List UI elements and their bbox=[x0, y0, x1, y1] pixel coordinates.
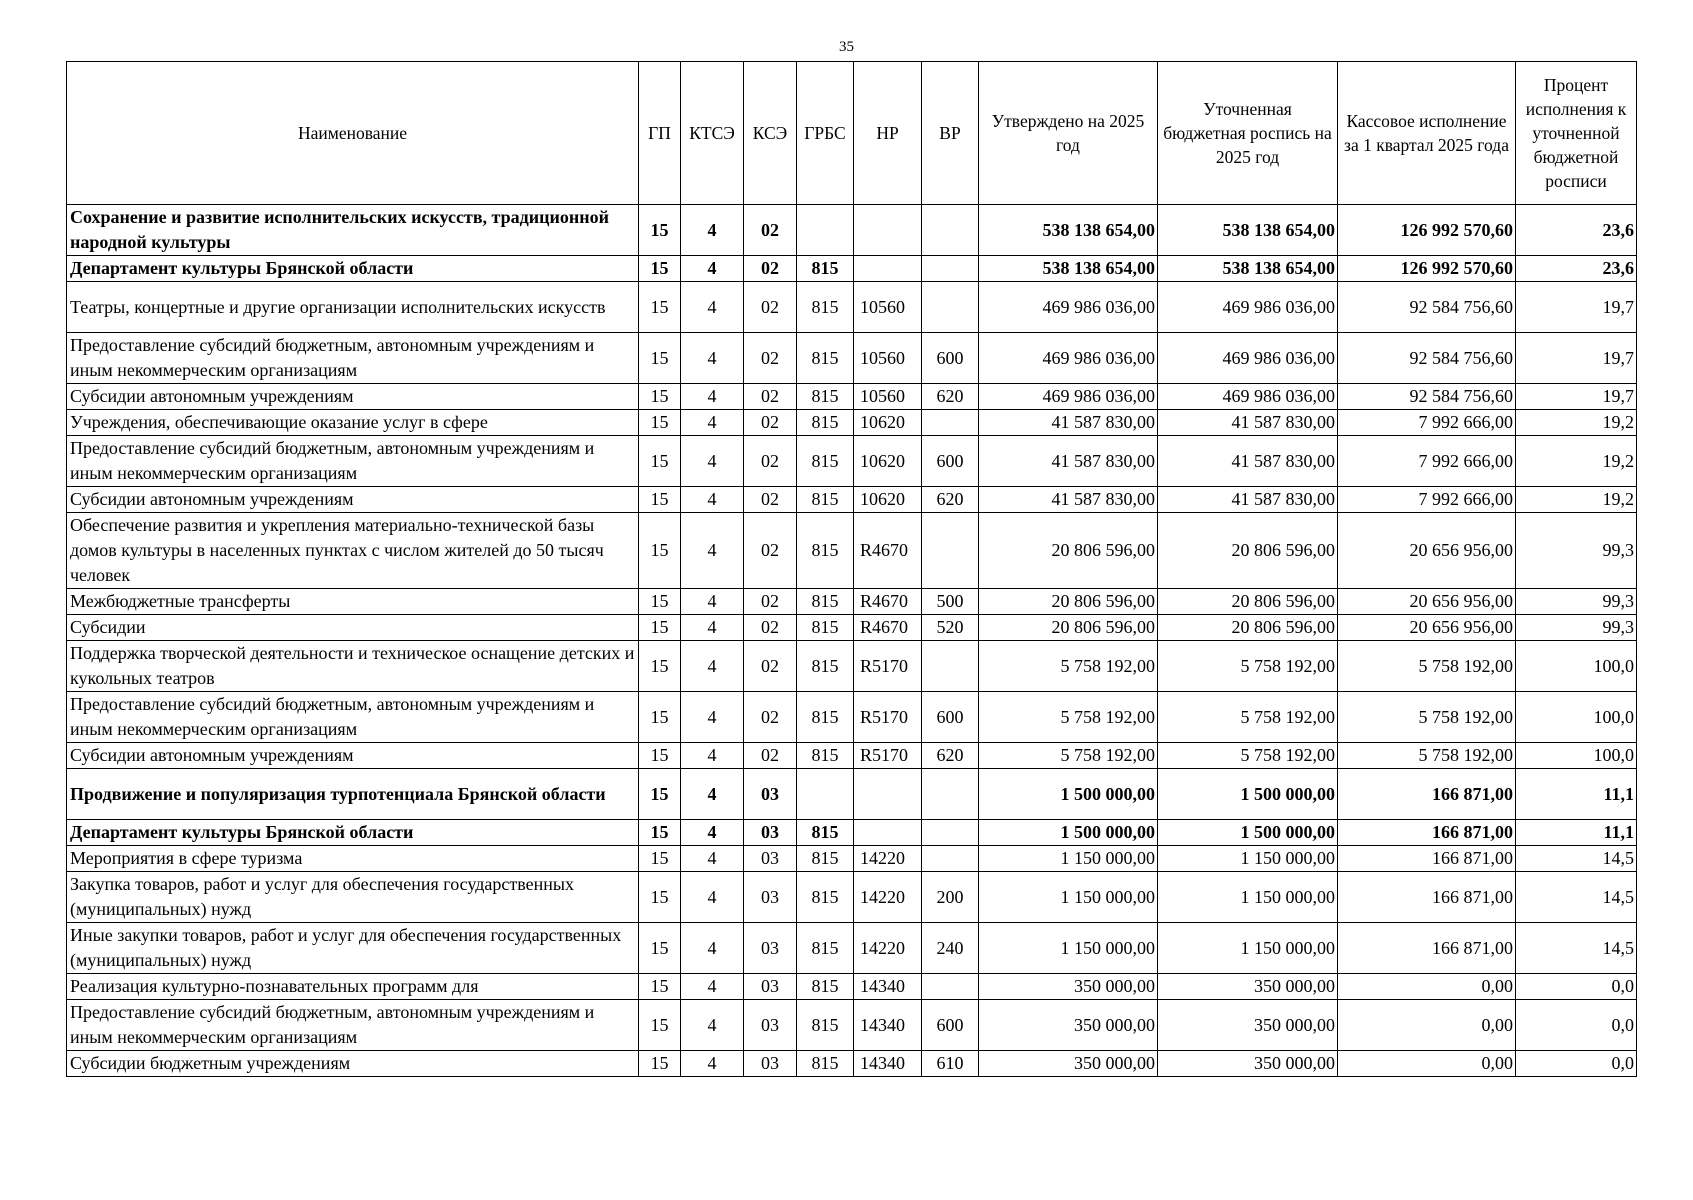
cell-kse: 02 bbox=[744, 256, 797, 282]
cell-np bbox=[854, 769, 922, 820]
cell-vr bbox=[922, 641, 979, 692]
cell-gp: 15 bbox=[639, 436, 681, 487]
cell-np bbox=[854, 205, 922, 256]
cell-refined: 1 150 000,00 bbox=[1158, 872, 1338, 923]
cell-percent: 99,3 bbox=[1516, 615, 1637, 641]
cell-percent: 100,0 bbox=[1516, 641, 1637, 692]
cell-ktse: 4 bbox=[681, 641, 744, 692]
cell-refined: 20 806 596,00 bbox=[1158, 615, 1338, 641]
cell-approved: 1 150 000,00 bbox=[979, 872, 1158, 923]
cell-percent: 14,5 bbox=[1516, 923, 1637, 974]
cell-name: Субсидии автономным учреждениям bbox=[67, 743, 639, 769]
cell-cash: 5 758 192,00 bbox=[1338, 692, 1516, 743]
cell-percent: 99,3 bbox=[1516, 589, 1637, 615]
cell-grbs: 815 bbox=[797, 436, 854, 487]
cell-grbs: 815 bbox=[797, 974, 854, 1000]
header-percent: Процент исполнения к уточненной бюджетной росписи bbox=[1516, 62, 1637, 205]
cell-vr: 600 bbox=[922, 436, 979, 487]
cell-refined: 41 587 830,00 bbox=[1158, 410, 1338, 436]
cell-percent: 0,0 bbox=[1516, 974, 1637, 1000]
cell-refined: 538 138 654,00 bbox=[1158, 205, 1338, 256]
cell-cash: 7 992 666,00 bbox=[1338, 410, 1516, 436]
cell-np: 14340 bbox=[854, 1051, 922, 1077]
cell-np: 10620 bbox=[854, 487, 922, 513]
cell-refined: 41 587 830,00 bbox=[1158, 487, 1338, 513]
cell-ktse: 4 bbox=[681, 769, 744, 820]
header-approved: Утверждено на 2025 год bbox=[979, 62, 1158, 205]
cell-refined: 1 500 000,00 bbox=[1158, 769, 1338, 820]
header-row bbox=[67, 62, 1637, 205]
cell-ktse: 4 bbox=[681, 1051, 744, 1077]
cell-grbs: 815 bbox=[797, 1051, 854, 1077]
cell-approved: 5 758 192,00 bbox=[979, 692, 1158, 743]
header-vr: ВР bbox=[922, 62, 979, 205]
cell-cash: 92 584 756,60 bbox=[1338, 282, 1516, 333]
cell-np: R5170 bbox=[854, 692, 922, 743]
cell-kse: 03 bbox=[744, 974, 797, 1000]
cell-kse: 02 bbox=[744, 333, 797, 384]
cell-gp: 15 bbox=[639, 1000, 681, 1051]
cell-percent: 100,0 bbox=[1516, 743, 1637, 769]
table-row bbox=[67, 846, 1637, 872]
cell-approved: 20 806 596,00 bbox=[979, 513, 1158, 589]
cell-approved: 20 806 596,00 bbox=[979, 589, 1158, 615]
cell-name: Предоставление субсидий бюджетным, автономным учреждениям и иным некоммерческим организациям bbox=[67, 1000, 639, 1051]
cell-approved: 20 806 596,00 bbox=[979, 615, 1158, 641]
cell-gp: 15 bbox=[639, 872, 681, 923]
cell-cash: 7 992 666,00 bbox=[1338, 487, 1516, 513]
cell-kse: 02 bbox=[744, 410, 797, 436]
cell-percent: 0,0 bbox=[1516, 1051, 1637, 1077]
header-grbs: ГРБС bbox=[797, 62, 854, 205]
cell-vr bbox=[922, 769, 979, 820]
table-row bbox=[67, 769, 1637, 820]
cell-grbs: 815 bbox=[797, 333, 854, 384]
cell-cash: 20 656 956,00 bbox=[1338, 589, 1516, 615]
cell-gp: 15 bbox=[639, 743, 681, 769]
cell-gp: 15 bbox=[639, 615, 681, 641]
cell-percent: 19,7 bbox=[1516, 282, 1637, 333]
cell-approved: 469 986 036,00 bbox=[979, 282, 1158, 333]
cell-np: R4670 bbox=[854, 589, 922, 615]
cell-kse: 03 bbox=[744, 820, 797, 846]
cell-gp: 15 bbox=[639, 692, 681, 743]
cell-percent: 99,3 bbox=[1516, 513, 1637, 589]
cell-gp: 15 bbox=[639, 384, 681, 410]
cell-percent: 14,5 bbox=[1516, 872, 1637, 923]
cell-percent: 0,0 bbox=[1516, 1000, 1637, 1051]
table-row bbox=[67, 589, 1637, 615]
cell-np: R5170 bbox=[854, 743, 922, 769]
table-row bbox=[67, 436, 1637, 487]
cell-kse: 02 bbox=[744, 487, 797, 513]
cell-vr bbox=[922, 820, 979, 846]
cell-ktse: 4 bbox=[681, 872, 744, 923]
cell-name: Субсидии bbox=[67, 615, 639, 641]
cell-name: Субсидии автономным учреждениям bbox=[67, 384, 639, 410]
cell-cash: 166 871,00 bbox=[1338, 872, 1516, 923]
cell-cash: 0,00 bbox=[1338, 974, 1516, 1000]
cell-ktse: 4 bbox=[681, 513, 744, 589]
cell-approved: 1 150 000,00 bbox=[979, 923, 1158, 974]
cell-vr: 600 bbox=[922, 333, 979, 384]
cell-ktse: 4 bbox=[681, 923, 744, 974]
cell-refined: 5 758 192,00 bbox=[1158, 641, 1338, 692]
cell-name: Реализация культурно-познавательных программ для bbox=[67, 974, 639, 1000]
table-row bbox=[67, 692, 1637, 743]
cell-cash: 92 584 756,60 bbox=[1338, 384, 1516, 410]
cell-percent: 11,1 bbox=[1516, 820, 1637, 846]
header-name: Наименование bbox=[67, 62, 639, 205]
cell-refined: 41 587 830,00 bbox=[1158, 436, 1338, 487]
cell-refined: 469 986 036,00 bbox=[1158, 384, 1338, 410]
cell-grbs bbox=[797, 205, 854, 256]
table-row bbox=[67, 1051, 1637, 1077]
cell-kse: 02 bbox=[744, 743, 797, 769]
cell-gp: 15 bbox=[639, 846, 681, 872]
cell-vr: 520 bbox=[922, 615, 979, 641]
cell-grbs: 815 bbox=[797, 589, 854, 615]
cell-vr: 620 bbox=[922, 384, 979, 410]
table-header bbox=[67, 62, 1637, 205]
cell-grbs: 815 bbox=[797, 487, 854, 513]
cell-ktse: 4 bbox=[681, 205, 744, 256]
cell-approved: 5 758 192,00 bbox=[979, 743, 1158, 769]
cell-gp: 15 bbox=[639, 487, 681, 513]
cell-grbs bbox=[797, 769, 854, 820]
cell-refined: 5 758 192,00 bbox=[1158, 743, 1338, 769]
cell-refined: 538 138 654,00 bbox=[1158, 256, 1338, 282]
cell-cash: 20 656 956,00 bbox=[1338, 615, 1516, 641]
table-row bbox=[67, 743, 1637, 769]
table-row bbox=[67, 384, 1637, 410]
header-kse: КСЭ bbox=[744, 62, 797, 205]
cell-name: Предоставление субсидий бюджетным, автономным учреждениям и иным некоммерческим организациям bbox=[67, 333, 639, 384]
header-ktse: КТСЭ bbox=[681, 62, 744, 205]
cell-np: 14340 bbox=[854, 1000, 922, 1051]
cell-name: Иные закупки товаров, работ и услуг для обеспечения государственных (муниципальных) нужд bbox=[67, 923, 639, 974]
cell-ktse: 4 bbox=[681, 743, 744, 769]
cell-grbs: 815 bbox=[797, 743, 854, 769]
page-number: 35 bbox=[839, 39, 854, 55]
cell-gp: 15 bbox=[639, 205, 681, 256]
cell-kse: 02 bbox=[744, 282, 797, 333]
cell-approved: 538 138 654,00 bbox=[979, 256, 1158, 282]
table-row bbox=[67, 282, 1637, 333]
header-refined: Уточненная бюджетная роспись на 2025 год bbox=[1158, 62, 1338, 205]
table-row bbox=[67, 487, 1637, 513]
cell-vr: 600 bbox=[922, 692, 979, 743]
cell-vr: 610 bbox=[922, 1051, 979, 1077]
table-row bbox=[67, 974, 1637, 1000]
cell-grbs: 815 bbox=[797, 513, 854, 589]
cell-vr: 600 bbox=[922, 1000, 979, 1051]
cell-cash: 92 584 756,60 bbox=[1338, 333, 1516, 384]
header-cash: Кассовое исполнение за 1 квартал 2025 года bbox=[1338, 62, 1516, 205]
cell-ktse: 4 bbox=[681, 282, 744, 333]
cell-cash: 5 758 192,00 bbox=[1338, 641, 1516, 692]
cell-percent: 11,1 bbox=[1516, 769, 1637, 820]
cell-np: 14220 bbox=[854, 872, 922, 923]
cell-gp: 15 bbox=[639, 769, 681, 820]
cell-grbs: 815 bbox=[797, 872, 854, 923]
cell-gp: 15 bbox=[639, 256, 681, 282]
cell-refined: 5 758 192,00 bbox=[1158, 692, 1338, 743]
cell-refined: 1 150 000,00 bbox=[1158, 846, 1338, 872]
cell-kse: 03 bbox=[744, 1000, 797, 1051]
table-row bbox=[67, 333, 1637, 384]
cell-vr: 200 bbox=[922, 872, 979, 923]
cell-np bbox=[854, 256, 922, 282]
cell-refined: 350 000,00 bbox=[1158, 1000, 1338, 1051]
cell-np: R4670 bbox=[854, 615, 922, 641]
cell-approved: 469 986 036,00 bbox=[979, 333, 1158, 384]
cell-gp: 15 bbox=[639, 333, 681, 384]
cell-approved: 41 587 830,00 bbox=[979, 436, 1158, 487]
header-gp: ГП bbox=[639, 62, 681, 205]
cell-np: 14220 bbox=[854, 846, 922, 872]
cell-grbs: 815 bbox=[797, 923, 854, 974]
cell-percent: 19,2 bbox=[1516, 410, 1637, 436]
cell-vr bbox=[922, 282, 979, 333]
cell-kse: 02 bbox=[744, 513, 797, 589]
cell-name: Межбюджетные трансферты bbox=[67, 589, 639, 615]
cell-approved: 41 587 830,00 bbox=[979, 487, 1158, 513]
cell-percent: 19,7 bbox=[1516, 333, 1637, 384]
cell-percent: 23,6 bbox=[1516, 256, 1637, 282]
cell-vr: 500 bbox=[922, 589, 979, 615]
cell-kse: 02 bbox=[744, 205, 797, 256]
cell-approved: 5 758 192,00 bbox=[979, 641, 1158, 692]
cell-name: Предоставление субсидий бюджетным, автономным учреждениям и иным некоммерческим организациям bbox=[67, 436, 639, 487]
cell-gp: 15 bbox=[639, 589, 681, 615]
cell-name: Закупка товаров, работ и услуг для обеспечения государственных (муниципальных) нужд bbox=[67, 872, 639, 923]
cell-percent: 19,2 bbox=[1516, 487, 1637, 513]
cell-kse: 03 bbox=[744, 769, 797, 820]
cell-kse: 02 bbox=[744, 436, 797, 487]
cell-name: Департамент культуры Брянской области bbox=[67, 256, 639, 282]
cell-vr: 620 bbox=[922, 743, 979, 769]
cell-ktse: 4 bbox=[681, 615, 744, 641]
table-row bbox=[67, 641, 1637, 692]
cell-name: Субсидии автономным учреждениям bbox=[67, 487, 639, 513]
cell-refined: 1 500 000,00 bbox=[1158, 820, 1338, 846]
cell-refined: 469 986 036,00 bbox=[1158, 282, 1338, 333]
cell-approved: 41 587 830,00 bbox=[979, 410, 1158, 436]
cell-grbs: 815 bbox=[797, 410, 854, 436]
cell-ktse: 4 bbox=[681, 256, 744, 282]
cell-kse: 03 bbox=[744, 1051, 797, 1077]
cell-name: Субсидии бюджетным учреждениям bbox=[67, 1051, 639, 1077]
table-row bbox=[67, 615, 1637, 641]
cell-vr bbox=[922, 256, 979, 282]
table-body bbox=[67, 205, 1637, 1077]
cell-kse: 02 bbox=[744, 589, 797, 615]
cell-grbs: 815 bbox=[797, 641, 854, 692]
cell-name: Поддержка творческой деятельности и техническое оснащение детских и кукольных театров bbox=[67, 641, 639, 692]
cell-gp: 15 bbox=[639, 641, 681, 692]
cell-grbs: 815 bbox=[797, 1000, 854, 1051]
cell-ktse: 4 bbox=[681, 487, 744, 513]
cell-cash: 5 758 192,00 bbox=[1338, 743, 1516, 769]
cell-ktse: 4 bbox=[681, 692, 744, 743]
header-np: НР bbox=[854, 62, 922, 205]
cell-kse: 03 bbox=[744, 872, 797, 923]
cell-vr bbox=[922, 205, 979, 256]
cell-cash: 166 871,00 bbox=[1338, 769, 1516, 820]
cell-cash: 166 871,00 bbox=[1338, 923, 1516, 974]
cell-ktse: 4 bbox=[681, 820, 744, 846]
table-row bbox=[67, 872, 1637, 923]
cell-refined: 350 000,00 bbox=[1158, 974, 1338, 1000]
cell-kse: 03 bbox=[744, 923, 797, 974]
cell-kse: 03 bbox=[744, 846, 797, 872]
cell-approved: 350 000,00 bbox=[979, 1000, 1158, 1051]
cell-np: 10620 bbox=[854, 436, 922, 487]
cell-vr: 620 bbox=[922, 487, 979, 513]
table-row bbox=[67, 513, 1637, 589]
cell-percent: 23,6 bbox=[1516, 205, 1637, 256]
cell-gp: 15 bbox=[639, 820, 681, 846]
cell-cash: 126 992 570,60 bbox=[1338, 256, 1516, 282]
cell-grbs: 815 bbox=[797, 846, 854, 872]
cell-refined: 20 806 596,00 bbox=[1158, 513, 1338, 589]
cell-cash: 20 656 956,00 bbox=[1338, 513, 1516, 589]
cell-vr bbox=[922, 513, 979, 589]
cell-np: 14220 bbox=[854, 923, 922, 974]
cell-percent: 14,5 bbox=[1516, 846, 1637, 872]
cell-approved: 1 150 000,00 bbox=[979, 846, 1158, 872]
cell-name: Обеспечение развития и укрепления материально-технической базы домов культуры в населенных пунктах с числом жителей до 50 тысяч человек bbox=[67, 513, 639, 589]
cell-name: Предоставление субсидий бюджетным, автономным учреждениям и иным некоммерческим организациям bbox=[67, 692, 639, 743]
cell-approved: 350 000,00 bbox=[979, 974, 1158, 1000]
cell-np: 10620 bbox=[854, 410, 922, 436]
cell-ktse: 4 bbox=[681, 846, 744, 872]
cell-cash: 7 992 666,00 bbox=[1338, 436, 1516, 487]
table-row bbox=[67, 256, 1637, 282]
cell-grbs: 815 bbox=[797, 615, 854, 641]
cell-gp: 15 bbox=[639, 513, 681, 589]
cell-kse: 02 bbox=[744, 384, 797, 410]
cell-grbs: 815 bbox=[797, 692, 854, 743]
cell-ktse: 4 bbox=[681, 589, 744, 615]
cell-ktse: 4 bbox=[681, 1000, 744, 1051]
cell-ktse: 4 bbox=[681, 384, 744, 410]
cell-gp: 15 bbox=[639, 282, 681, 333]
cell-np: 10560 bbox=[854, 384, 922, 410]
cell-ktse: 4 bbox=[681, 333, 744, 384]
budget-execution-table bbox=[66, 61, 1637, 1077]
cell-kse: 02 bbox=[744, 615, 797, 641]
table-row bbox=[67, 410, 1637, 436]
cell-kse: 02 bbox=[744, 692, 797, 743]
cell-name: Мероприятия в сфере туризма bbox=[67, 846, 639, 872]
cell-name: Сохранение и развитие исполнительских искусств, традиционной народной культуры bbox=[67, 205, 639, 256]
cell-gp: 15 bbox=[639, 1051, 681, 1077]
cell-refined: 1 150 000,00 bbox=[1158, 923, 1338, 974]
cell-vr bbox=[922, 410, 979, 436]
cell-approved: 350 000,00 bbox=[979, 1051, 1158, 1077]
cell-gp: 15 bbox=[639, 974, 681, 1000]
cell-np: 10560 bbox=[854, 333, 922, 384]
cell-percent: 19,7 bbox=[1516, 384, 1637, 410]
cell-name: Театры, концертные и другие организации исполнительских искусств bbox=[67, 282, 639, 333]
cell-grbs: 815 bbox=[797, 282, 854, 333]
cell-grbs: 815 bbox=[797, 256, 854, 282]
table-row bbox=[67, 205, 1637, 256]
cell-np bbox=[854, 820, 922, 846]
table-row bbox=[67, 820, 1637, 846]
table-row bbox=[67, 923, 1637, 974]
cell-refined: 350 000,00 bbox=[1158, 1051, 1338, 1077]
cell-np: R5170 bbox=[854, 641, 922, 692]
cell-grbs: 815 bbox=[797, 384, 854, 410]
cell-cash: 0,00 bbox=[1338, 1000, 1516, 1051]
cell-np: 10560 bbox=[854, 282, 922, 333]
cell-name: Продвижение и популяризация турпотенциала Брянской области bbox=[67, 769, 639, 820]
cell-approved: 1 500 000,00 bbox=[979, 820, 1158, 846]
cell-refined: 20 806 596,00 bbox=[1158, 589, 1338, 615]
cell-vr bbox=[922, 974, 979, 1000]
cell-ktse: 4 bbox=[681, 436, 744, 487]
cell-ktse: 4 bbox=[681, 974, 744, 1000]
cell-gp: 15 bbox=[639, 410, 681, 436]
cell-cash: 166 871,00 bbox=[1338, 820, 1516, 846]
cell-np: 14340 bbox=[854, 974, 922, 1000]
cell-cash: 126 992 570,60 bbox=[1338, 205, 1516, 256]
cell-ktse: 4 bbox=[681, 410, 744, 436]
cell-gp: 15 bbox=[639, 923, 681, 974]
cell-cash: 166 871,00 bbox=[1338, 846, 1516, 872]
cell-cash: 0,00 bbox=[1338, 1051, 1516, 1077]
cell-vr bbox=[922, 846, 979, 872]
cell-name: Учреждения, обеспечивающие оказание услуг в сфере bbox=[67, 410, 639, 436]
cell-approved: 1 500 000,00 bbox=[979, 769, 1158, 820]
cell-approved: 538 138 654,00 bbox=[979, 205, 1158, 256]
cell-percent: 100,0 bbox=[1516, 692, 1637, 743]
table-row bbox=[67, 1000, 1637, 1051]
cell-refined: 469 986 036,00 bbox=[1158, 333, 1338, 384]
cell-kse: 02 bbox=[744, 641, 797, 692]
cell-percent: 19,2 bbox=[1516, 436, 1637, 487]
cell-np: R4670 bbox=[854, 513, 922, 589]
cell-grbs: 815 bbox=[797, 820, 854, 846]
cell-approved: 469 986 036,00 bbox=[979, 384, 1158, 410]
cell-name: Департамент культуры Брянской области bbox=[67, 820, 639, 846]
cell-vr: 240 bbox=[922, 923, 979, 974]
